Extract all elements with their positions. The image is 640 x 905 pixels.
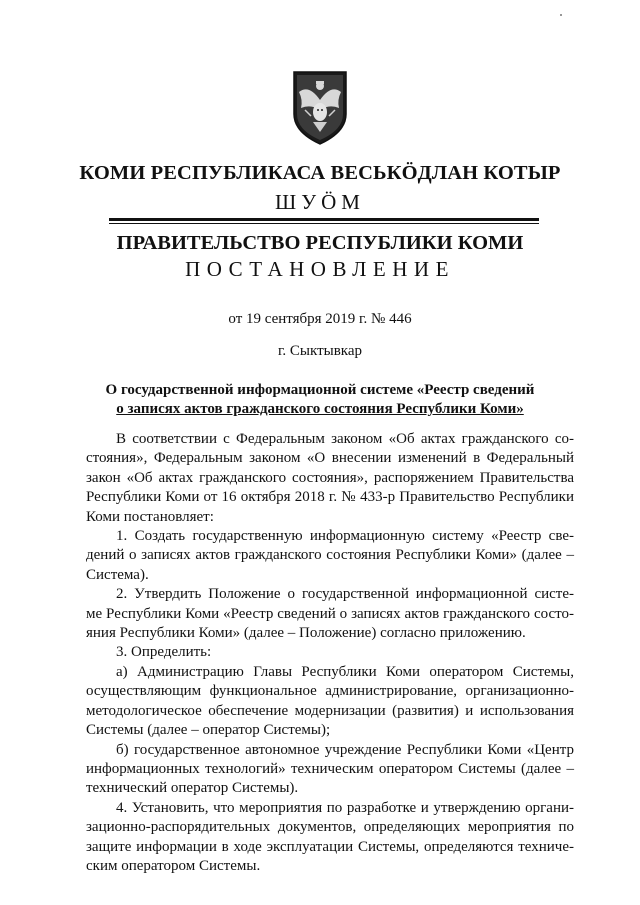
header-decree-label: ПОСТАНОВЛЕНИЕ [185, 257, 455, 281]
body-line: закон «Об актах гражданского состояния», распоряжением Правительства [86, 469, 574, 486]
body-line: методологическое обеспечение модернизации (развития) и использования [86, 702, 574, 719]
body-line: яния Республики Коми» (далее – Положение) согласно приложению. [86, 625, 526, 642]
body-line: б) государственное автономное учреждение Республики Коми «Центр [116, 741, 574, 758]
body-paragraph [86, 527, 574, 585]
body-line: 4. Установить, что мероприятия по разработке и утверждению органи- [116, 799, 574, 816]
body-line: В соответствии с Федеральным законом «Об актах гражданского со- [116, 431, 574, 447]
body-line: Системы (далее – оператор Системы); [86, 722, 331, 739]
body-line: осуществляющим функциональное администрирование, организационно- [86, 683, 574, 700]
body-line: ме Республики Коми «Реестр сведений о записях актов гражданского состо- [86, 605, 574, 622]
body-paragraph [86, 741, 574, 799]
decree-body [86, 430, 574, 876]
body-line: Система). [86, 566, 149, 583]
body-paragraph [86, 585, 574, 643]
body-paragraph [86, 643, 574, 662]
body-paragraph [86, 663, 574, 741]
header-government-title: ПРАВИТЕЛЬСТВО РЕСПУБЛИКИ КОМИ [116, 232, 524, 254]
decree-title-line: О государственной информационной системе «Реестр сведений [105, 382, 535, 398]
header-komi-title: КОМИ РЕСПУБЛИКАСА ВЕСЬКӦДЛАН КОТЫР [79, 162, 561, 184]
body-paragraph [86, 430, 574, 527]
header-komi-decree: ШУӦМ [275, 190, 365, 214]
body-line: дений о записях актов гражданского состояния Республики Коми» (далее – [86, 547, 574, 564]
body-line: Республики Коми от 16 октября 2018 г. № 433-р Правительство Республики [86, 489, 574, 506]
body-line: стояния», Федеральным законом «О внесении изменений в Федеральный [86, 450, 574, 467]
komi-coat-of-arms-icon [291, 70, 349, 146]
header-divider-thin [109, 223, 539, 224]
body-line: технический оператор Системы). [86, 780, 299, 797]
body-line: ским оператором Системы. [86, 857, 261, 874]
scan-speck [560, 14, 562, 16]
decree-title-line: о записях актов гражданского состояния Республики Коми» [116, 401, 524, 417]
body-paragraph [86, 799, 574, 877]
body-line: 2. Утвердить Положение о государственной информационной систе- [116, 586, 574, 603]
decree-date-number: от 19 сентября 2019 г. № 446 [228, 311, 412, 327]
body-line: а) Администрацию Главы Республики Коми оператором Системы, [116, 663, 574, 680]
body-line: зационно-распорядительных документов, определяющих мероприятия по [86, 819, 574, 836]
body-line: информационных технологий» техническим оператором Системы (далее – [86, 760, 574, 777]
body-line: защите информации в ходе эксплуатации Системы, определяются техниче- [86, 838, 574, 855]
decree-place: г. Сыктывкар [277, 343, 363, 359]
header-divider-thick [109, 218, 539, 221]
body-line: 3. Определить: [116, 644, 212, 661]
body-line: Коми постановляет: [86, 508, 214, 525]
body-line: 1. Создать государственную информационную систему «Реестр све- [116, 528, 574, 545]
decree-title [90, 381, 550, 419]
